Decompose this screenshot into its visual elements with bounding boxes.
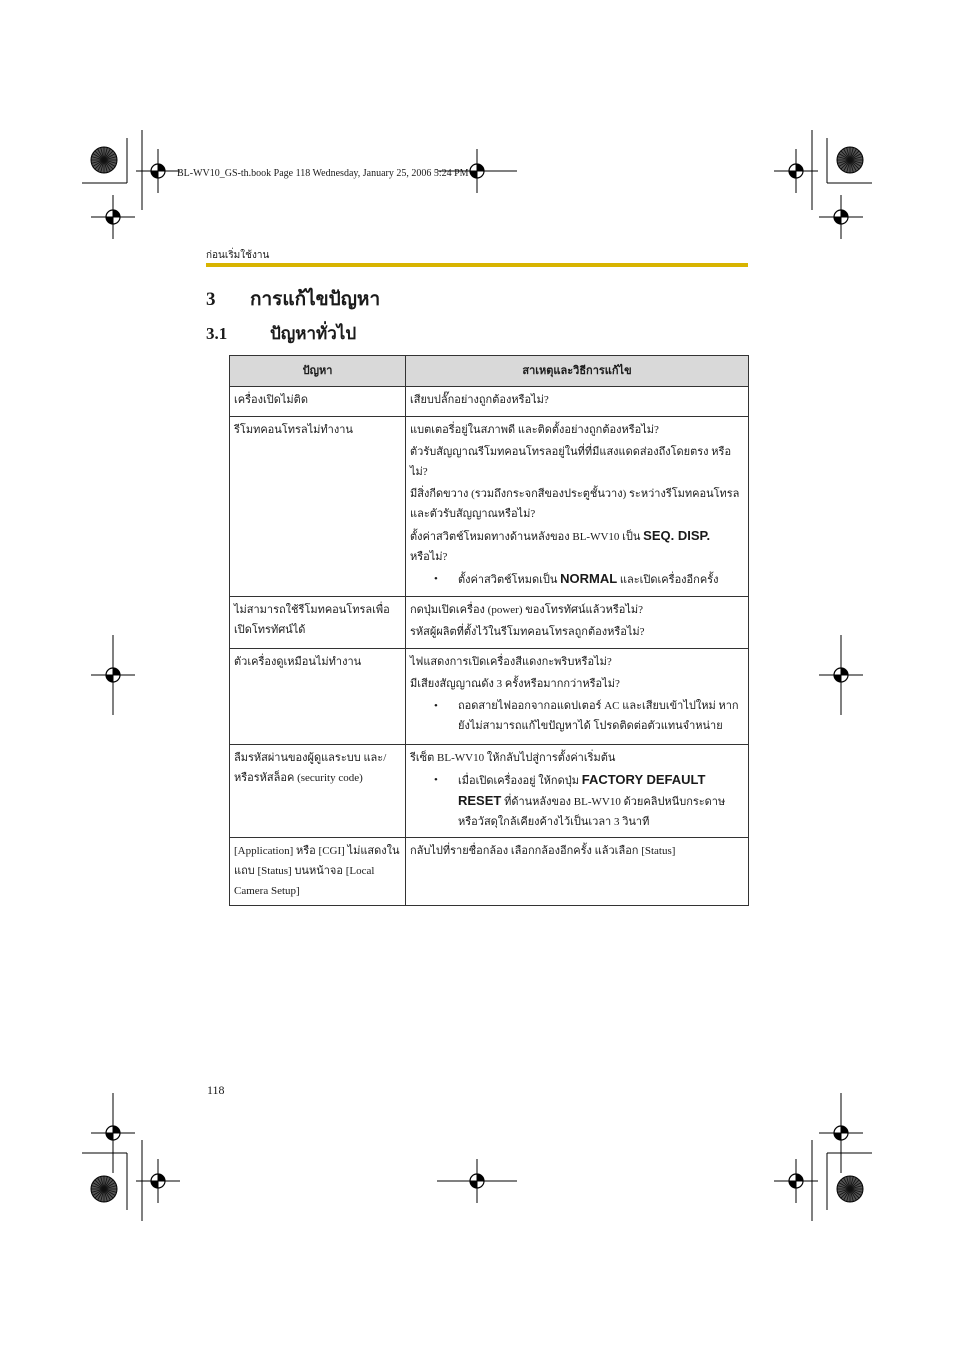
section-heading (206, 284, 380, 314)
crosshair-target-icon (136, 149, 180, 193)
table-row (230, 417, 749, 597)
crosshair-target-icon (136, 1159, 180, 1203)
solution-bullets (410, 696, 744, 736)
subsection-title: ปัญหาทั่วไป (270, 324, 357, 343)
solution-line: แบตเตอรี่อยู่ในสภาพดี และติดตั้งอย่างถูกต้องหรือไม่? (410, 424, 659, 436)
bullet-icon: • (434, 700, 438, 712)
subsection-number: 3.1 (206, 324, 228, 343)
solution-line: ตัวรับสัญญาณรีโมทคอนโทรลอยู่ในที่ที่มีแสงแดดส่องถึงโดยตรง หรือไม่? (410, 446, 732, 478)
column-header-problem: ปัญหา (230, 356, 406, 387)
starburst-registration-icon (91, 147, 117, 173)
troubleshooting-table (229, 355, 749, 906)
solution-line: รีเซ็ต BL-WV10 ให้กลับไปสู่การตั้งค่าเริ่มต้น (410, 752, 616, 764)
solution-line: รหัสผู้ผลิตที่ตั้งไว้ในรีโมทคอนโทรลถูกต้องหรือไม่? (410, 626, 645, 638)
subsection-heading (206, 320, 356, 347)
table-row (230, 597, 749, 649)
section-number: 3 (206, 289, 216, 310)
problem-cell: ตัวเครื่องดูเหมือนไม่ทำงาน (230, 649, 406, 745)
problem-cell: รีโมทคอนโทรลไม่ทำงาน (230, 417, 406, 597)
solution-cell (406, 745, 749, 838)
solution-line: มีเสียงสัญญาณดัง 3 ครั้งหรือมากกว่าหรือไม่? (410, 678, 620, 690)
problem-cell: [Application] หรือ [CGI] ไม่แสดงในแถบ [Status] บนหน้าจอ [Local Camera Setup] (230, 838, 406, 906)
crosshair-target-icon (819, 195, 863, 239)
table-row (230, 387, 749, 417)
text-part: หรือไม่? (410, 551, 448, 563)
problem-cell: เครื่องเปิดไม่ติด (230, 387, 406, 417)
solution-line: กลับไปที่รายชื่อกล้อง เลือกกล้องอีกครั้ง แล้วเลือก [Status] (410, 845, 676, 857)
table-header-row (230, 356, 749, 387)
solution-line: กดปุ่มเปิดเครื่อง (power) ของโทรทัศน์แล้วหรือไม่? (410, 604, 643, 616)
book-info-line: BL-WV10_GS-th.book Page 118 Wednesday, January 25, 2006 5:24 PM (177, 168, 469, 179)
solution-line (410, 526, 744, 567)
table-row (230, 745, 749, 838)
solution-bullets (410, 569, 744, 590)
solution-cell (406, 417, 749, 597)
solution-line: มีสิ่งกีดขวาง (รวมถึงกระจกสีของประตูชั้นวาง) ระหว่างรีโมทคอนโทรลและตัวรับสัญญาณหรือไม่? (410, 488, 740, 520)
solution-bullets (410, 770, 744, 832)
problem-cell: ลืมรหัสผ่านของผู้ดูแลระบบ และ/หรือรหัสล็อค (security code) (230, 745, 406, 838)
running-title: ก่อนเริ่มใช้งาน (206, 250, 270, 261)
bullet-icon: • (434, 774, 438, 786)
solution-cell (406, 387, 749, 417)
crosshair-target-icon (91, 195, 135, 239)
mode-label: NORMAL (560, 571, 618, 586)
solution-line: ไฟแสดงการเปิดเครื่องสีแดงกะพริบหรือไม่? (410, 656, 612, 668)
crosshair-target-icon (774, 1159, 818, 1203)
section-title: การแก้ไขปัญหา (250, 289, 381, 310)
page-number: 118 (207, 1083, 225, 1097)
list-item (434, 569, 744, 590)
list-item (434, 770, 744, 832)
button-label: FACTORY DEFAULT RESET (458, 772, 706, 808)
text-part: เมื่อเปิดเครื่องอยู่ ให้กดปุ่ม (458, 775, 579, 787)
list-item (434, 696, 744, 736)
header-rule (206, 263, 748, 267)
solution-cell (406, 649, 749, 745)
column-header-solution: สาเหตุและวิธีการแก้ไข (406, 356, 749, 387)
crosshair-target-icon (774, 149, 818, 193)
text-part: ตั้งค่าสวิตช์โหมดเป็น (458, 574, 558, 586)
text-part: ถอดสายไฟออกจากอแดปเตอร์ AC และเสียบเข้าไปใหม่ หากยังไม่สามารถแก้ไขปัญหาได้ โปรดติดต่อตัวแทนจำหน่าย (458, 700, 739, 732)
text-part: ตั้งค่าสวิตช์โหมดทางด้านหลังของ BL-WV10 เป็น (410, 531, 641, 543)
starburst-registration-icon (837, 1176, 863, 1202)
table-row (230, 838, 749, 906)
starburst-registration-icon (91, 1176, 117, 1202)
table-row (230, 649, 749, 745)
mode-label: SEQ. DISP. (643, 528, 711, 543)
problem-cell: ไม่สามารถใช้รีโมทคอนโทรลเพื่อเปิดโทรทัศน์ได้ (230, 597, 406, 649)
text-part: ที่ด้านหลังของ BL-WV10 ด้วยคลิปหนีบกระดาษหรือวัสดุใกล้เคียงค้างไว้เป็นเวลา 3 วินาที (458, 796, 726, 828)
solution-cell (406, 597, 749, 649)
starburst-registration-icon (837, 147, 863, 173)
text-part: และเปิดเครื่องอีกครั้ง (619, 574, 719, 586)
solution-cell (406, 838, 749, 906)
bullet-icon: • (434, 573, 438, 585)
solution-line: เสียบปลั๊กอย่างถูกต้องหรือไม่? (410, 394, 549, 406)
